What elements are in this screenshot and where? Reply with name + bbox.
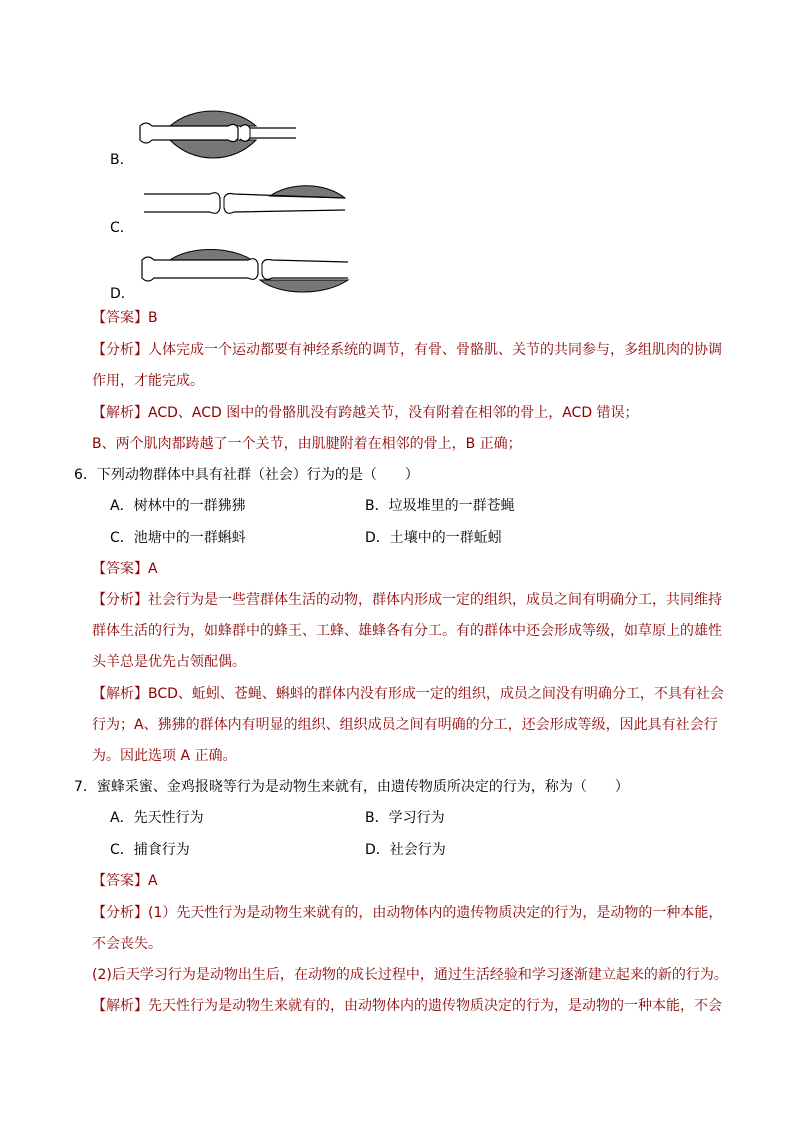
solution-tag: 【解析】 [92,998,148,1014]
figure-option-d [140,244,352,298]
analysis-tag: 【分析】 [92,592,148,608]
q6-analysis-line-3: 头羊总是优先占领配偶。 [92,654,246,670]
q7-solution-line-1 [92,996,722,1016]
q7-analysis-line-2: 不会丧失。 [92,936,162,952]
q6-analysis-line-1 [92,590,722,610]
solution-text: BCD、蚯蚓、苍蝇、蝌蚪的群体内没有形成一定的组织，成员之间没有明确分工，不具有社会 [148,686,724,702]
q6-solution-line-2: 行为；A、狒狒的群体内有明显的组织、组织成员之间有明确的分工，还会形成等级，因此具有社会行 [92,717,718,733]
solution-text: 先天性行为是动物生来就有的，由动物体内的遗传物质决定的行为，是动物的一种本能，不会 [148,998,722,1014]
q7-analysis-line-3: (2)后天学习行为是动物出生后，在动物的成长过程中，通过生活经验和学习逐渐建立起来的新的行为。 [92,967,728,983]
figure-option-b [138,104,298,166]
figure-option-c [140,184,350,224]
answer-tag: 【答案】 [92,561,148,577]
q6-analysis-line-2: 群体生活的行为，如蜂群中的蜂王、工蜂、雄蜂各有分工。有的群体中还会形成等级，如草原上的雄性 [92,623,722,639]
q6-solution-line-3: 为。因此选项 A 正确。 [92,748,237,764]
q7-stem: 7．蜜蜂采蜜、金鸡报晓等行为是动物生来就有，由遗传物质所决定的行为，称为（ ） [74,779,629,795]
q5-solution-line-1 [92,403,639,423]
answer-value: A [148,873,158,889]
q7-option-c: C．捕食行为 [110,842,190,858]
answer-value: B [148,310,158,326]
solution-tag: 【解析】 [92,686,148,702]
q5-solution-line-2: B、两个肌肉都踌越了一个关节，由肌腱附着在相邻的骨上，B 正确； [92,436,522,452]
analysis-text: 社会行为是一些营群体生活的动物，群体内形成一定的组织，成员之间有明确分工，共同维持 [148,592,722,608]
q7-analysis-line-1 [92,903,722,923]
q5-analysis-line-2: 作用，才能完成。 [92,373,204,389]
solution-text: ACD、ACD 图中的骨骼肌没有跨越关节，没有附着在相邻的骨上，ACD 错误； [148,405,639,421]
q6-option-a: A．树林中的一群狒狒 [110,498,246,514]
solution-tag: 【解析】 [92,405,148,421]
q5-analysis-line-1 [92,340,722,360]
q7-option-d: D．社会行为 [365,842,446,858]
q6-stem: 6．下列动物群体中具有社群（社会）行为的是（ ） [74,467,419,483]
answer-value: A [148,561,158,577]
analysis-tag: 【分析】 [92,905,148,921]
analysis-text: (1）先天性行为是动物生来就有的，由动物体内的遗传物质决定的行为，是动物的一种本能， [148,905,723,921]
q6-answer [92,559,158,579]
q6-solution-line-1 [92,684,724,704]
q7-option-b: B．学习行为 [365,810,445,826]
option-b-label: B． [110,152,134,168]
option-c-label: C． [110,220,134,236]
analysis-text: 人体完成一个运动都要有神经系统的调节，有骨、骨骼肌、关节的共同参与，多组肌肉的协调 [148,342,722,358]
option-d-label: D． [110,286,135,302]
q6-option-b: B．垃圾堆里的一群苍蝇 [365,498,515,514]
q5-answer [92,308,158,328]
q6-option-c: C．池塘中的一群蝌蚪 [110,530,246,546]
q7-option-a: A．先天性行为 [110,810,204,826]
analysis-tag: 【分析】 [92,342,148,358]
answer-tag: 【答案】 [92,310,148,326]
answer-tag: 【答案】 [92,873,148,889]
q6-option-d: D．土壤中的一群蚯蚓 [365,530,502,546]
q7-answer [92,871,158,891]
